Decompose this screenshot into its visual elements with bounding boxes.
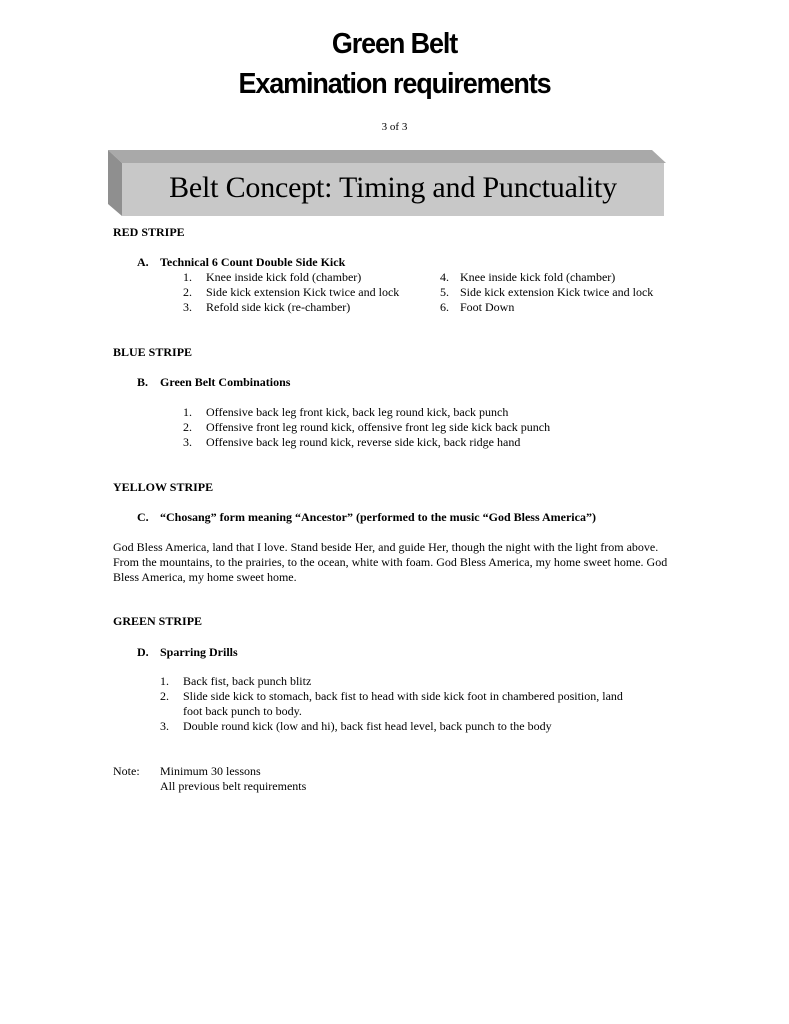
red-sub-letter: A. <box>137 255 149 269</box>
banner-title: Belt Concept: Timing and Punctuality <box>169 171 617 204</box>
red-right-text-5: Side kick extension Kick twice and lock <box>460 285 654 299</box>
yellow-lyrics-paragraph: God Bless America, land that I love. Stand beside Her, and guide Her, though the night with the light from above. From the mountains, to the prairies, to the ocean, white with foam. God Bless America, my home sweet home. God Bless America, my home sweet home. <box>113 540 668 584</box>
red-left-num-2: 2. <box>183 285 192 299</box>
green-num-3: 3. <box>160 719 169 733</box>
red-left-text-3: Refold side kick (re-chamber) <box>206 300 351 314</box>
red-right-num-5: 5. <box>440 285 449 299</box>
page-indicator: 3 of 3 <box>381 121 408 133</box>
blue-text-3: Offensive back leg round kick, reverse side kick, back ridge hand <box>206 435 521 449</box>
green-num-1: 1. <box>160 674 169 688</box>
red-right-text-4: Knee inside kick fold (chamber) <box>460 270 616 284</box>
green-text-2-cont: foot back punch to body. <box>183 704 302 718</box>
red-left-num-3: 3. <box>183 300 192 314</box>
red-right-text-6: Foot Down <box>460 300 515 314</box>
red-left-text-2: Side kick extension Kick twice and lock <box>206 285 400 299</box>
blue-sub-title: Green Belt Combinations <box>160 375 291 389</box>
red-left-num-1: 1. <box>183 270 192 284</box>
green-text-2: Slide side kick to stomach, back fist to head with side kick foot in chambered position, land <box>183 689 623 703</box>
green-sub-title: Sparring Drills <box>160 645 238 659</box>
green-stripe-heading: GREEN STRIPE <box>113 614 203 628</box>
red-left-text-1: Knee inside kick fold (chamber) <box>206 270 362 284</box>
green-num-2: 2. <box>160 689 169 703</box>
green-text-1: Back fist, back punch blitz <box>183 674 312 688</box>
red-stripe-heading: RED STRIPE <box>113 225 185 239</box>
note-label: Note: <box>113 764 140 778</box>
green-sub-letter: D. <box>137 645 149 659</box>
banner-top-face <box>108 150 666 163</box>
yellow-sub-letter: C. <box>137 510 149 524</box>
blue-stripe-heading: BLUE STRIPE <box>113 345 193 359</box>
title-line-1: Green Belt <box>331 28 458 60</box>
red-right-num-4: 4. <box>440 270 449 284</box>
blue-text-2: Offensive front leg round kick, offensive front leg side kick back punch <box>206 420 551 434</box>
red-right-num-6: 6. <box>440 300 449 314</box>
yellow-stripe-heading: YELLOW STRIPE <box>113 480 214 494</box>
note-line-1: Minimum 30 lessons <box>160 764 261 778</box>
red-sub-title: Technical 6 Count Double Side Kick <box>160 255 346 269</box>
note-line-2: All previous belt requirements <box>160 779 307 793</box>
blue-text-1: Offensive back leg front kick, back leg round kick, back punch <box>206 405 509 419</box>
title-line-2: Examination requirements <box>238 68 551 100</box>
blue-num-3: 3. <box>183 435 192 449</box>
yellow-sub-title: “Chosang” form meaning “Ancestor” (performed to the music “God Bless America”) <box>160 510 596 524</box>
blue-num-1: 1. <box>183 405 192 419</box>
blue-sub-letter: B. <box>137 375 149 389</box>
blue-num-2: 2. <box>183 420 192 434</box>
green-text-3: Double round kick (low and hi), back fist head level, back punch to the body <box>183 719 552 733</box>
